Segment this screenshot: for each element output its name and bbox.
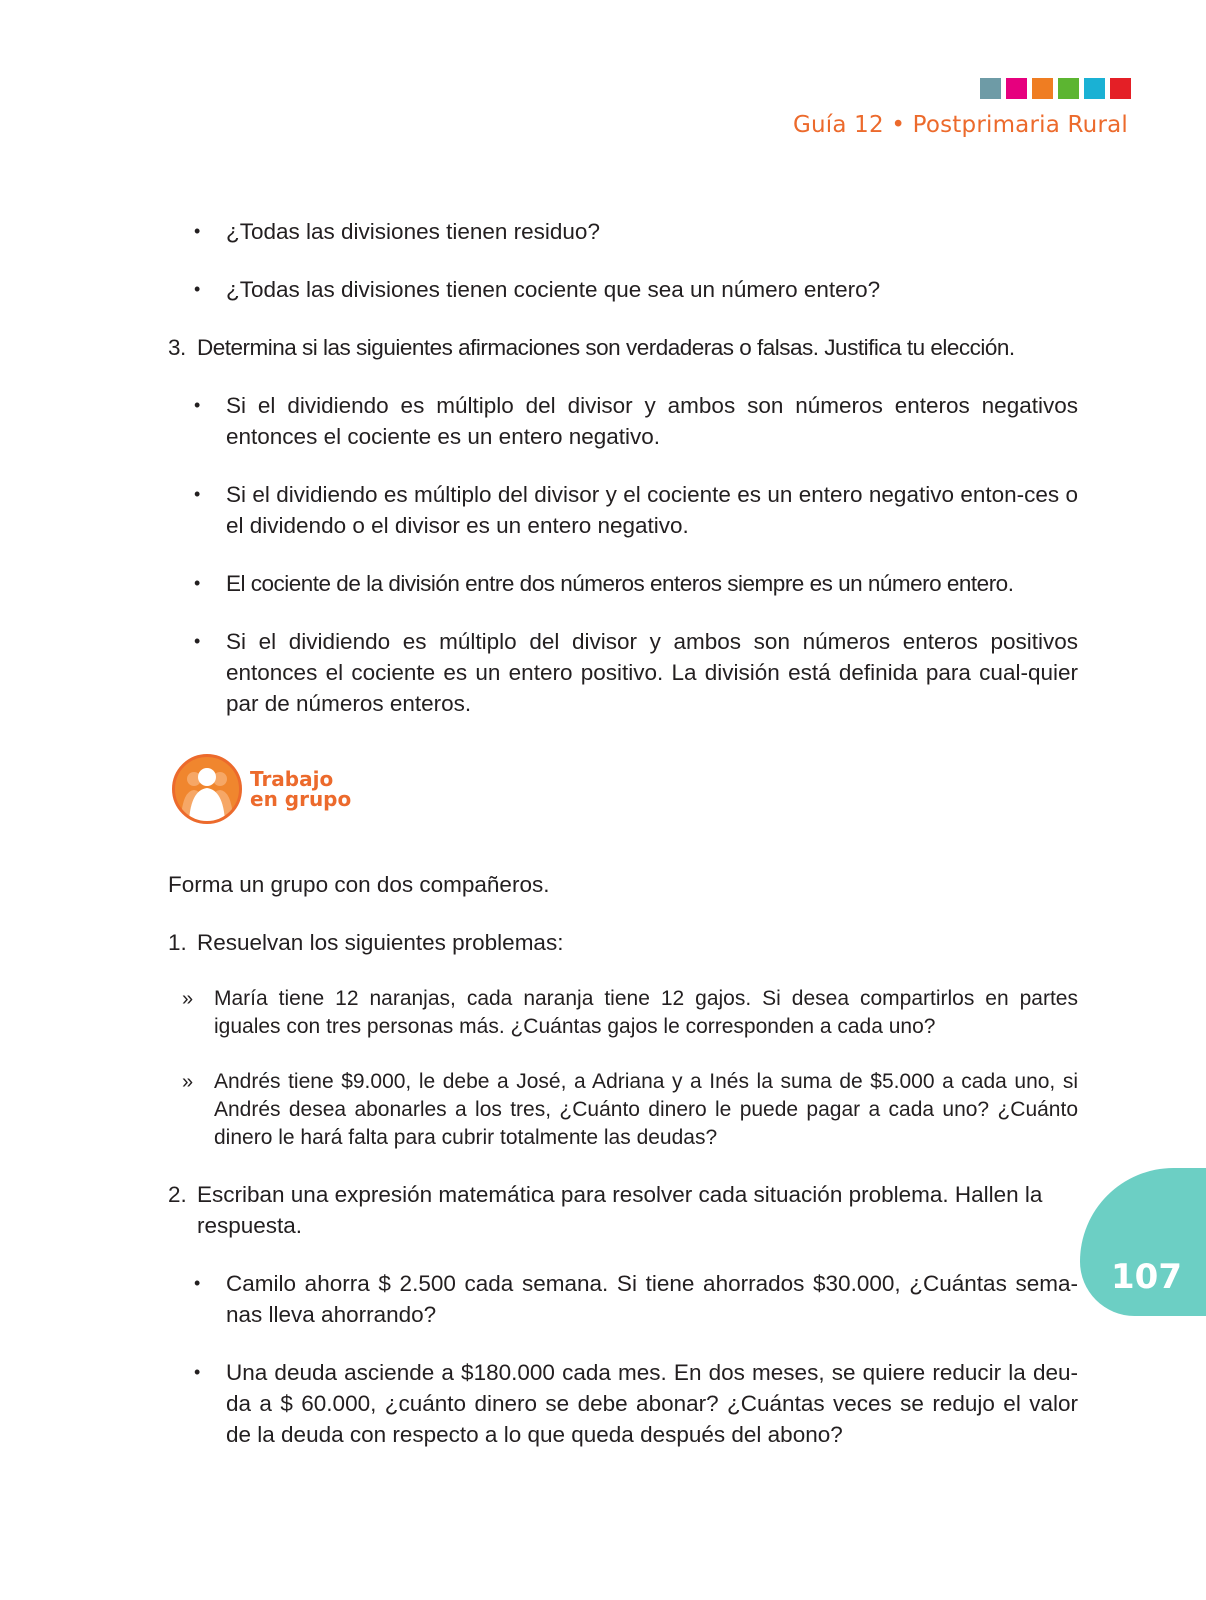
group-intro: Forma un grupo con dos compañeros. [168,872,550,897]
list-item: • Una deuda asciende a $180.000 cada mes. En dos meses, se quiere reducir la deu-da a $ 60.000, ¿cuánto dinero se debe abonar? ¿Cuántas veces se redujo el valor de la deuda con respecto a lo que queda después del abono? [168,1357,1078,1450]
badge-line-1: Trabajo [250,767,334,791]
swatch-3 [1032,78,1053,99]
swatch-1 [980,78,1001,99]
list-item: • Si el dividiendo es múltiplo del divisor y ambos son números enteros negativos entonces el cociente es un entero negativo. [168,390,1078,452]
list-item: • Si el dividiendo es múltiplo del divisor y ambos son números enteros positivos entonces el cociente es un entero positivo. La división está definida para cual-quier par de números enteros. [168,626,1078,719]
item-number: 3. [168,335,186,360]
page-content [168,216,1078,1450]
color-swatches [980,78,1131,99]
badge-line-2: en grupo [250,787,352,811]
item-text: Escriban una expresión matemática para resolver cada situación problema. Hallen la respuesta. [197,1182,1043,1238]
group-people-icon [172,754,242,824]
problem-item: » Andrés tiene $9.000, le debe a José, a Adriana y a Inés la suma de $5.000 a cada uno, si Andrés desea abonarles a los tres, ¿Cuánto dinero le puede pagar a cada uno? ¿Cuánto dinero le hará falta para cubrir totalmente las deudas? [168,1068,1078,1152]
swatch-5 [1084,78,1105,99]
swatch-6 [1110,78,1131,99]
numbered-item [168,1179,1078,1241]
item-text: Determina si las siguientes afirmaciones son verdaderas o falsas. Justifica tu elección. [197,335,1015,360]
header-title: Guía 12 • Postprimaria Rural [792,112,1128,138]
numbered-item [168,332,1078,363]
swatch-4 [1058,78,1079,99]
list-item: • El cociente de la división entre dos números enteros siempre es un número entero. [168,568,1078,599]
list-item: • Si el dividiendo es múltiplo del divisor y el cociente es un entero negativo enton-ces o el dividendo o el divisor es un entero negativo. [168,479,1078,541]
group-work-badge [172,749,1078,829]
numbered-item [168,927,1078,958]
problem-item: » María tiene 12 naranjas, cada naranja tiene 12 gajos. Si desea compartirlos en partes iguales con tres personas más. ¿Cuántas gajos le corresponden a cada uno? [168,985,1078,1041]
list-item: • ¿Todas las divisiones tienen cociente que sea un número entero? [168,274,1078,305]
swatch-2 [1006,78,1027,99]
item-text: Resuelvan los siguientes problemas: [197,930,564,955]
list-item: • Camilo ahorra $ 2.500 cada semana. Si tiene ahorrados $30.000, ¿Cuántas sema-nas lleva ahorrando? [168,1268,1078,1330]
badge-label [250,769,351,809]
page-number: 107 [1111,1257,1182,1297]
item-number: 2. [168,1182,187,1207]
item-number: 1. [168,930,187,955]
list-item: • ¿Todas las divisiones tienen residuo? [168,216,1078,247]
